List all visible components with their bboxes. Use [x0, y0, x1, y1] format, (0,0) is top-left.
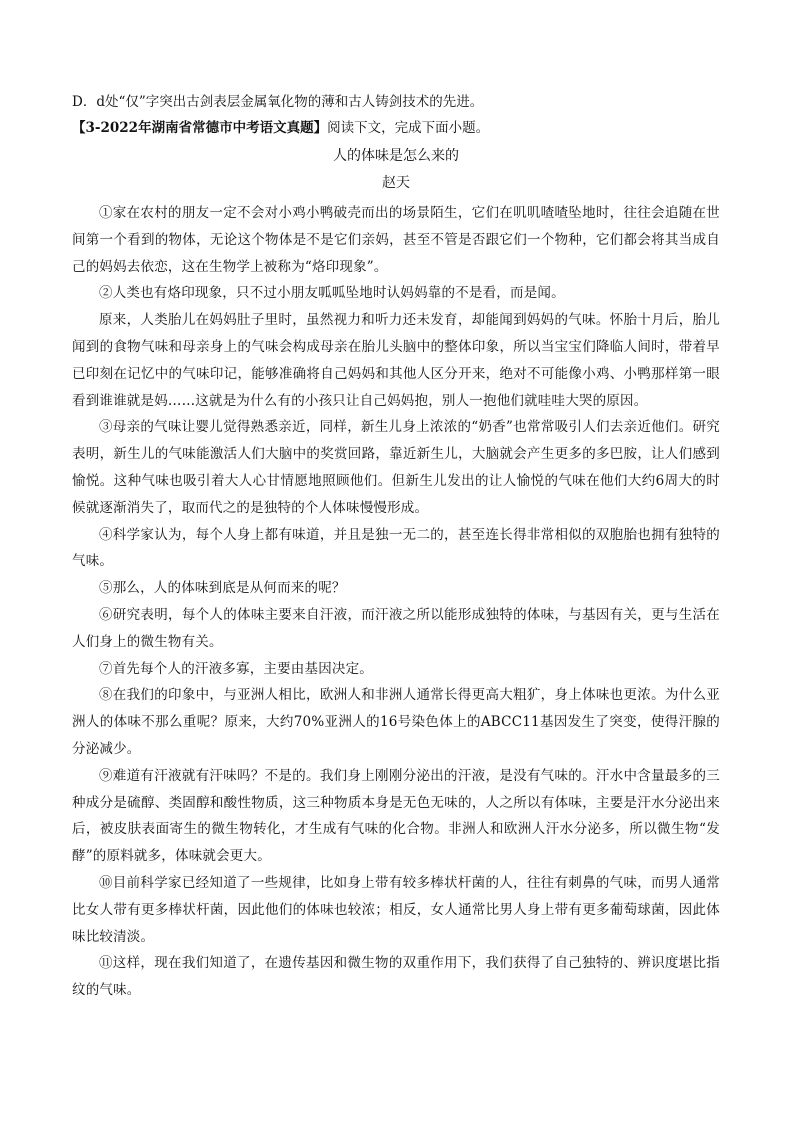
paragraph-7: ⑥研究表明，每个人的体味主要来自汗液，而汗液之所以能形成独特的体味，与基因有关，更与生活在人们身上的微生物有关。	[72, 606, 720, 650]
article-author: 赵天	[382, 175, 410, 191]
article-title: 人的体味是怎么来的	[333, 148, 459, 164]
question-header	[72, 117, 720, 139]
question-instruction: 阅读下文，完成下面小题。	[327, 120, 490, 136]
paragraph-12: ⑪这样，现在我们知道了，在遗传基因和微生物的双重作用下，我们获得了自己独特的、辨识度堪比指纹的气味。	[72, 955, 720, 999]
question-source: 【3-2022年湖南省常德市中考语文真题】	[72, 120, 328, 136]
paragraph-11: ⑩目前科学家已经知道了一些规律，比如身上带有较多棒状杆菌的人，往往有刺鼻的气味，而男人通常比女人带有更多棒状杆菌，因此他们的体味也较浓；相反，女人通常比男人身上带有更多葡萄球菌，因此体味比较清淡。	[72, 874, 720, 945]
paragraph-9: ⑧在我们的印象中，与亚洲人相比，欧洲人和非洲人通常长得更高大粗犷，身上体味也更浓。为什么亚洲人的体味不那么重呢？原来，大约70%亚洲人的16号染色体上的ABCC11基因发生了突变，使得汗腺的分泌减少。	[72, 687, 720, 757]
option-d: D．d处“仅”字突出古剑表层金属氧化物的薄和古人铸剑技术的先进。	[72, 94, 484, 110]
paragraph-4: ③母亲的气味让婴儿觉得熟悉亲近，同样，新生儿身上浓浓的“奶香”也常常吸引人们去亲近他们。研究表明，新生儿的气味能激活人们大脑中的奖赏回路，靠近新生儿，大脑就会产生更多的多巴胺，让人们感到愉悦。这种气味也吸引着大人心甘情愿地照顾他们。但新生儿发出的让人愉悦的气味在他们大约6周大的时候就逐渐消失了，取而代之的是独特的个人体味慢慢形成。	[72, 419, 720, 516]
paragraph-5: ④科学家认为，每个人身上都有味道，并且是独一无二的，甚至连长得非常相似的双胞胎也拥有独特的气味。	[72, 526, 720, 570]
paragraph-1: ①家在农村的朋友一定不会对小鸡小鸭破壳而出的场景陌生，它们在叽叽喳喳坠地时，往往会追随在世间第一个看到的物体，无论这个物体是不是它们亲妈，甚至不管是否跟它们一个物种，它们都会将其当成自己的妈妈去依恋，这在生物学上被称为“烙印现象”。	[72, 205, 720, 275]
paragraph-8: ⑦首先每个人的汗液多寡，主要由基因决定。	[99, 660, 373, 677]
paragraph-2: ②人类也有烙印现象，只不过小朋友呱呱坠地时认妈妈靠的不是看，而是闻。	[99, 285, 565, 302]
paragraph-10: ⑨难道有汗液就有汗味吗？不是的。我们身上刚刚分泌出的汗液，是没有气味的。汗水中含量最多的三种成分是硫醇、类固醇和酸性物质，这三种物质本身是无色无味的，人之所以有体味，主要是汗水分泌出来后，被皮肤表面寄生的微生物转化，才生成有气味的化合物。非洲人和欧洲人汗水分泌多，所以微生物“发酵”的原料就多，体味就会更大。	[72, 767, 720, 865]
paragraph-6: ⑤那么，人的体味到底是从何而来的呢？	[99, 580, 346, 597]
paragraph-3: 原来，人类胎儿在妈妈肚子里时，虽然视力和听力还未发育，却能闻到妈妈的气味。怀胎十月后，胎儿闻到的食物气味和母亲身上的气味会构成母亲在胎儿头脑中的整体印象，所以当宝宝们降临人间时，带着早已印刻在记忆中的气味印记，能够准确将自己妈妈和其他人区分开来，绝对不可能像小鸡、小鸭那样第一眼看到谁谁就是妈……这就是为什么有的小孩只让自己妈妈抱，别人一抱他们就哇哇大哭的原因。	[72, 312, 720, 409]
document-page	[72, 92, 720, 1004]
